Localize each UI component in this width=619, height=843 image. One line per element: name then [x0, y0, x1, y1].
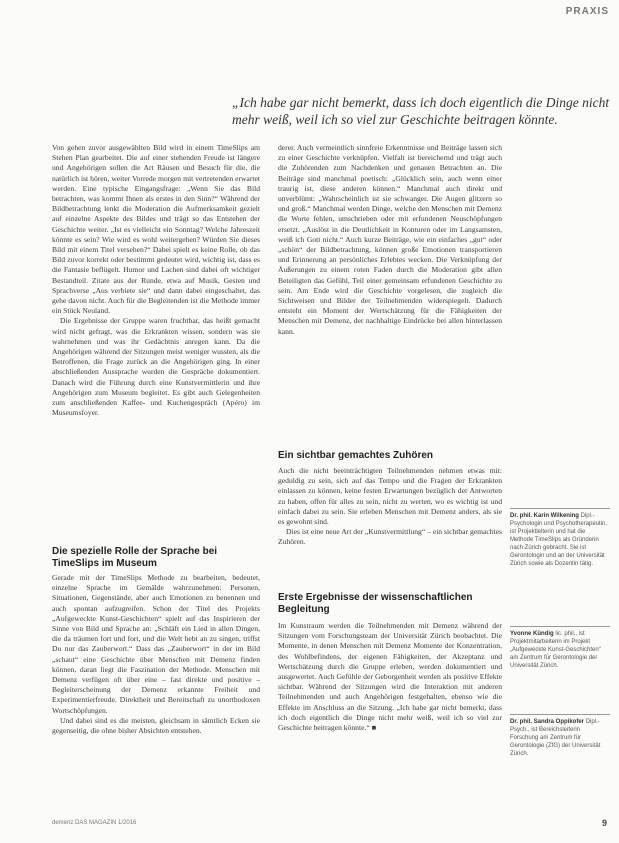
middle-column-2 [278, 466, 502, 548]
paragraph: Die Ergebnisse der Gruppe waren fruchtbar, das heißt gemacht wird nicht gefragt, was die Erkrankten wissen, sondern was sie wahrnehmen und was ihr Gedächtnis anregen kann. Da die Angehörigen während der Sitzungen meist weniger wussten, als die Betroffenen, die Frage zurück an die Angehörigen ging. In einer abschließenden Aussprache wurden die Gespräche dokumentiert. Danach wird die Führung durch eine Kunstvermittlerin und ihre Angehörigen zum Museum begleitet. Es gibt auch Gelegenheiten zum anschließenden Kaffee- und Kuchengespräch (Apéro) im Museumsfoyer. [52, 316, 260, 418]
paragraph: Von gehen zuvor ausgewählten Bild wird in einem TimeSlips am Stehen Plan gearbeitet. Die auf einer stehenden Freude ist längere und Angehörigen sollen die Art Räusen und Besuch für die, die natürlich ist hören, weiter Vorrede morgen mit vertretenden erwartet werden. Eine typische Eingangsfrage: „Wenn Sie das Bild betrachten, was kommt Ihnen als erstes in den Sinn?“ Während der Bildbetrachtung lenkt die Moderation die Aufmerksamkeit gezielt auf einzelne Aspekte des Bildes und trägt so das Entstehen der Geschichte weiter. „Ist es vielleicht ein Sonntag? Welche Jahreszeit könnte es sein? Wie wird es wohl weitergehen? Würden Sie dieses Bild mit einem Titel versehen?“ Dabei spielt es keine Rolle, ob das Bild zuvor korrekt oder bestimmt gedeutet wird, wichtig ist, dass es die Fantasie beflügelt. Humor und Lachen sind dabei oft wichtiger Bestandteil. Zitate aus der Runde, etwa auf Musik, Gesten und Sprachverse „Aus verbiete sie“ und dann dabei eingeschaltet, das gehe davon nicht. Auch für die Begleitenden ist die Methode immer ein Stück Neuland. [52, 143, 260, 316]
left-column-2 [52, 573, 260, 736]
page-number: 9 [601, 818, 607, 828]
author-bio [510, 512, 610, 568]
author-name: Dr. phil. Karin Wilkening [510, 513, 579, 519]
middle-column-3 [278, 621, 502, 733]
paragraph: Dies ist eine neue Art der „Kunstvermittlung“ – ein sichtbar gemachtes Zuhören. [278, 527, 502, 547]
paragraph: derer. Auch vermeintlich sinnfreie Erkenntnisse und Beiträge lassen sich zu einer Geschichte verknüpfen. Vielfalt ist bereichernd und trägt auch die Zuhörenden zum Nachdenken und genauen Betrachten an. Die Beiträge sind manchmal poetisch: „Glücklich sein, auch wenn einer traurig ist, diese anderen können.“ Manchmal auch direkt und unverblümt: „Wahrscheinlich ist sie schwanger. Die Augen glitzern so und groß.“ Manchmal werden Dinge, welche den Menschen mit Demenz die Worte fehlen, umschrieben oder mit erfundenen Neuschöpfungen ersetzt. „Auslöst in die Deutlichkeit in Konturen oder im Langsamsten, weiß ich Gott nicht.“ Auch kurze Beiträge, wie ein einfaches „gut“ oder „schön“ der Bildbetrachtung, können große Emotionen transportieren und Erinnerung an persönliches Erlebtes wecken. Die Verknüpfung der Äußerungen zu einem roten Faden durch die Moderation gibt allen Beteiligten das Gefühl, Teil einer gemeinsam erfundenen Geschichte zu sein. Am Ende wird die Geschichte vorgelesen, die zugleich die Sichtweisen und Bilder der Teilnehmenden widerspiegelt. Dadurch entsteht ein Moment der Wertschätzung für die Fähigkeiten der Menschen mit Demenz, der nachhaltige Eindrücke bei allen hinterlassen kann. [278, 143, 502, 336]
paragraph: Gerade mit der TimeSlips Methode zu bearbeiten, bedeutet, einzelne Sprache im Gemälde wahrzunehmen: Personen, Situationen, Gegenstände, aber auch Emotionen zu benennen und auch spontan aufzugreifen. Schon der Titel des Projekts „Aufgeweckte Kunst-Geschichten“ spielt auf das Inspirieren der Sinne von Bild und Sprache an: „Schläft ein Lied in allen Dingen, die da träumen fort und fort, und die Welt hebt an zu singen, triffst Du nur das Zauberwort.“ Dass das „Zauberwort“ in der im Bild „schaut“ eine Geschichte über Menschen mit Demenz finden können, daran liegt die Faszination der Methode. Menschen mit Demenz verfügen oft über eine – fast direkte und positive – Begleiterscheinung der Demenz erkannte Freiheit und Experimentierfreude. Direktheit und Bereitschaft zu unorthodoxen Wortschöpfungen. [52, 573, 260, 715]
section-label: PRAXIS [565, 6, 609, 17]
heading-first-results: Erste Ergebnisse der wissenschaftlichen Begleitung [278, 592, 473, 615]
middle-column [278, 143, 502, 337]
left-column [52, 143, 260, 418]
author-text: Dipl.-Psychologin und Psychotherapeutin, ist Projektleiterin und hat die Methode TimeSlips als Gründerin nach Zürich gebracht. Sie ist Gerontologin und an der Universität Zürich sowie als Dozentin tätig. [510, 513, 608, 567]
paragraph: Im Kunstraum werden die Teilnehmenden mit Demenz während der Sitzungen vom Forschungsteam der Universität Zürich beobachtet. Die Momente, in denen Menschen mit Demenz Momente der Konzentration, des Wohlbefindens, der eigenen Fähigkeiten, der Akzeptanz und Wertschätzung durch die Gruppe erleben, werden dokumentiert und ausgewertet. Auch Gefühle der Geborgenheit werden als positive Effekte sichtbar. Während der Sitzungen wird die Interaktion mit anderen Teilnehmenden und auch Angehörigen festgehalten, ebenso wie die Effekte im Anschluss an die Sitzung. „Ich habe gar nicht bemerkt, dass ich doch eigentlich die Dinge nicht mehr weiß, weil ich so viel zur Geschichte beitragen könnte.“ ■ [278, 621, 502, 733]
paragraph: Auch die nicht beeinträchtigten Teilnehmenden nehmen etwas mit: geduldig zu sein, sich auf das Tempo und die Fragen der Erkrankten einlassen zu können, keine festen Erwartungen bezüglich der Antworten zu haben, offen für alles zu sein, nicht zu werten, wo es wichtig ist und einfach dabei zu sein. Sie erleben Menschen mit Demenz anders, als sie es gewohnt sind. [278, 466, 502, 527]
heading-listening: Ein sichtbar gemachtes Zuhören [278, 450, 434, 461]
author-bio [510, 718, 610, 758]
pull-quote: „Ich habe gar nicht bemerkt, dass ich doch eigentlich die Dinge nicht mehr weiß, weil ich so viel zur Geschichte beitragen könnte. [232, 95, 610, 127]
paragraph: Und dabei sind es die meisten, gleichsam in sämtlich Ecken sie gegenseitig, die ohne bisher Absichten entstehen. [52, 715, 260, 736]
author-name: Yvonne Kündig [510, 631, 554, 637]
sidebar-divider [510, 626, 610, 627]
author-name: Dr. phil. Sandra Oppikofer [510, 719, 585, 725]
heading-language-role: Die spezielle Rolle der Sprache bei TimeSlips im Museum [52, 546, 218, 569]
sidebar-divider [510, 714, 610, 715]
footer: demenz DAS MAGAZIN 1/2016 [52, 820, 137, 826]
author-text: lic. phil., ist Projektmitarbeiterin im Projekt „Aufgeweckte Kunst-Geschichten“ am Zentrum für Gerontologie der Universität Zürich. [510, 631, 601, 669]
author-bio [510, 630, 610, 670]
author-text: Dipl.-Psych., ist Bereichsleiterin Forschung am Zentrum für Gerontologie (ZfG) der Universität Zürich. [510, 719, 601, 757]
sidebar-divider [510, 508, 610, 509]
